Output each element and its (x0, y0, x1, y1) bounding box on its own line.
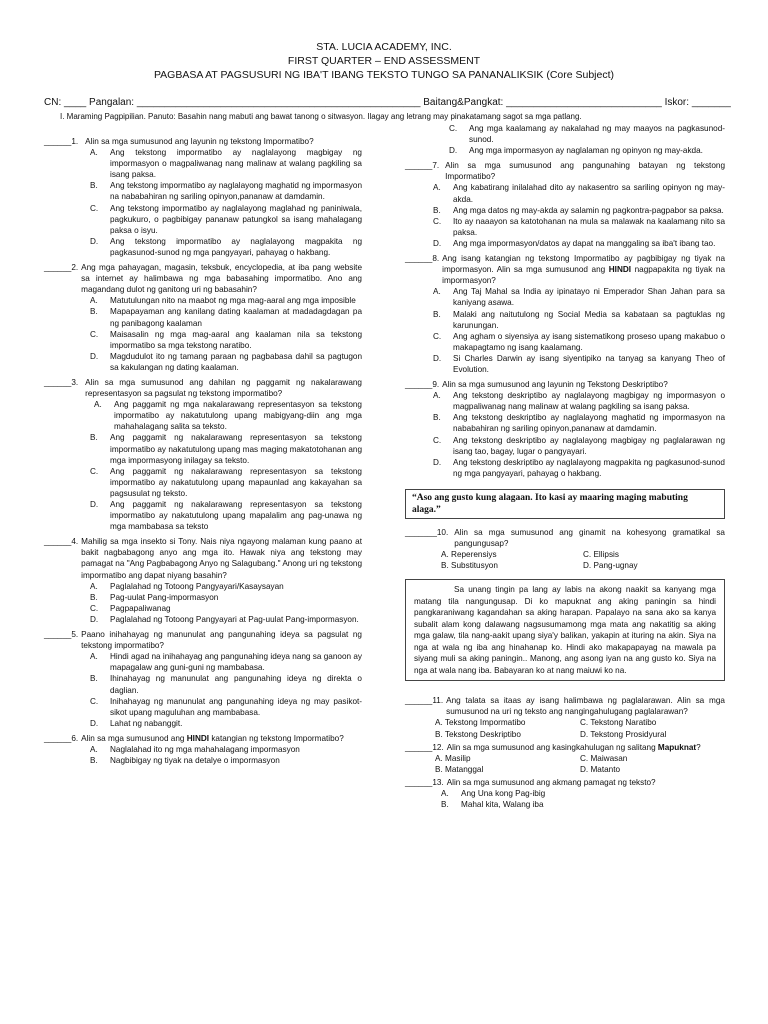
option-a (441, 549, 583, 560)
option-text: Magdudulot ito ng tamang paraan ng pagbabasa dahil sa pagtugon sa kakulangan ng dating kaalaman. (110, 351, 362, 372)
option-b (435, 729, 580, 740)
option-letter: A. (94, 400, 102, 410)
student-info-line: CN: ____ Pangalan: ___________________________________________________ Baitang&Pangkat: ____________________________ Iskor: _______ (44, 97, 731, 108)
option-c (90, 603, 362, 614)
answer-blank[interactable]: ______3. (44, 377, 79, 387)
option-b (90, 673, 362, 695)
option-text: Ang mga impormasyon ay naglalaman ng opinyon ng may-akda. (469, 146, 703, 156)
answer-blank[interactable]: ______5. (44, 630, 79, 640)
option-text: Pang-ugnay (593, 561, 638, 571)
option-a (435, 753, 580, 764)
option-text: Si Charles Darwin ay isang siyentipiko na tanyag sa kanyang Theo of Evolution. (453, 353, 725, 374)
question-text: Alin sa mga sumusunod ang layunin ng tekstong Impormatibo? (85, 137, 314, 146)
emphasis-word: Mapuknat (657, 742, 697, 752)
question-text (444, 742, 725, 753)
option-letter: C. (583, 550, 592, 560)
question-text-end: nagpapakita ng tiyak na impormasyon? (442, 265, 726, 286)
option-text: Hindi agad na inihahayag ang pangunahing ideya nang sa ganoon ay mapagalaw ang guni-guni ng mambabasa. (110, 652, 362, 673)
option-letter: C. (449, 124, 458, 133)
option-c (90, 329, 362, 351)
option-a (435, 717, 580, 728)
option-d (90, 351, 362, 373)
question-text (439, 253, 725, 286)
option-a (433, 390, 725, 412)
option-letter: C. (90, 203, 99, 213)
answer-blank[interactable]: ______7. (405, 161, 440, 171)
question-text-start: Alin sa mga sumusunod ang (81, 733, 187, 743)
option-letter: D. (580, 729, 589, 739)
option-text: Nagbibigay ng tiyak na detalye o impormasyon (110, 756, 280, 766)
option-a (433, 286, 725, 308)
left-column (44, 123, 362, 766)
option-b (433, 309, 725, 331)
question-9 (405, 379, 725, 390)
option-text: Mapapayaman ang kanilang dating kaalaman at madadagdagan pa ng panibagong kaalaman (110, 307, 362, 328)
question-text: Alin sa mga sumusunod ang ginamit na kohesyong gramatikal sa pangungusap? (454, 527, 725, 548)
option-letter: D. (90, 500, 99, 509)
option-letter: B. (433, 309, 441, 319)
option-b (433, 412, 725, 434)
school-name: STA. LUCIA ACADEMY, INC. (316, 41, 452, 53)
option-c (90, 696, 362, 718)
option-d (433, 457, 725, 479)
option-d (580, 764, 725, 775)
option-text: Matutulungan nito na maabot ng mga mag-aaral ang mga imposible (110, 296, 356, 306)
option-letter: A. (433, 287, 441, 297)
option-letter: B. (435, 764, 443, 774)
option-letter: B. (90, 756, 98, 766)
option-text: Ang mga kaalamang ay nakalahad ng may maayos na pagkasunod-sunod. (469, 124, 725, 145)
option-letter: A. (433, 183, 441, 193)
option-text: Tekstong Prosidyural (590, 729, 667, 739)
quote-box: “Aso ang gusto kung alagaan. Ito kasi ay maaring maging mabuting alaga.” (405, 489, 725, 519)
option-d (90, 499, 362, 532)
question-12 (405, 742, 725, 753)
option-text: Ito ay naaayon sa katotohanan na mula sa malawak na kaalamang nito sa paksa. (453, 216, 725, 237)
question-text-start: Alin sa mga sumusunod ang kasingkahulugan ng salitang (446, 742, 658, 752)
option-letter: C. (90, 466, 99, 476)
option-letter: A. (433, 391, 441, 401)
option-b (90, 592, 362, 603)
options-grid (441, 549, 725, 571)
option-text: Maiwasan (590, 753, 628, 763)
option-c (580, 717, 725, 728)
right-column (405, 123, 725, 810)
option-text: Reperensiys (451, 550, 497, 560)
option-c (433, 331, 725, 353)
question-2 (44, 262, 362, 295)
option-text: Inihahayag ng manunulat ang pangunahing ideya ng may pasikot-sikot upang maguluhan ang mambabasa. (110, 696, 362, 717)
option-text: Ang Una kong Pag-ibig (461, 789, 546, 799)
question-10 (405, 527, 725, 549)
option-letter: C. (90, 329, 99, 339)
answer-blank[interactable]: ______2. (44, 263, 79, 273)
option-b (441, 799, 725, 810)
option-a (90, 147, 362, 180)
question-11 (405, 695, 725, 717)
option-text: Ihinahayag ng manunulat ang pangunahing ideya ng direkta o daglian. (110, 674, 362, 695)
answer-blank[interactable]: _______10. (405, 527, 449, 537)
answer-blank[interactable]: ______11. (405, 696, 444, 706)
option-text: Tekstong Naratibo (590, 718, 657, 728)
option-b (90, 180, 362, 202)
question-text: Alin sa mga sumusunod ang pangunahing batayan ng tekstong Impormatibo? (445, 161, 725, 182)
option-letter: D. (90, 236, 99, 246)
option-text: Ang tekstong deskriptibo ay naglalayong maghatid ng impormasyon na nababahiran ng sariling opinyon,pananaw at damdamin. (453, 413, 725, 434)
option-letter: D. (449, 146, 458, 156)
document-header (0, 40, 768, 82)
option-letter: B. (441, 800, 449, 810)
option-letter: A. (435, 718, 443, 728)
question-text-end: ? (696, 742, 701, 752)
option-letter: B. (433, 205, 441, 215)
option-letter: B. (441, 561, 449, 571)
answer-blank[interactable]: ______13. (405, 777, 444, 787)
question-text-end: katangian ng tekstong Impormatibo? (209, 733, 344, 743)
option-letter: D. (583, 561, 592, 571)
option-letter: D. (90, 351, 99, 361)
directions: I. Maraming Pagpipilian. Panuto: Basahin nang mabuti ang bawat tanong o sitwasyon. Ilagay ang letrang may pinakatamang sagot sa mga patlang. (60, 112, 582, 121)
option-d (433, 353, 725, 375)
option-letter: A. (90, 652, 98, 662)
option-text: Ang paggamit ng nakalarawang representasyon sa tekstong impormatibo ay nakatutulong upang mas maging makatotohanan ang mga impormasyong inilagay sa teksto. (110, 433, 362, 465)
option-letter: C. (433, 435, 442, 445)
option-text: Malaki ang naitutulong ng Social Media sa kabataan sa pagtuklas ng karunungan. (453, 309, 725, 330)
option-c (583, 549, 725, 560)
option-letter: D. (433, 238, 442, 248)
question-text: Mahilig sa mga insekto si Tony. Nais niya ngayong malaman kung paano at bakit nagbabagong anyo ang mga ito. Hawak niya ang tekstong may pamagat na "Ang Pagbabagong Anyo ng Salagubang." Anong uri ng tekstong impormatibo ang dapat niyang basahin? (81, 537, 362, 580)
option-b (435, 764, 580, 775)
option-text: Ang paggamit ng nakalarawang representasyon sa tekstong impormatibo ay nakatutulong upang mapaunlad ang kakayahan sa pagsusulat ng teksto. (110, 466, 362, 498)
emphasis-hindi: HINDI (608, 265, 632, 275)
option-letter: B. (433, 413, 441, 423)
option-a (441, 788, 725, 799)
option-text: Ang tekstong impormatibo ay naglalayong maghatid ng impormasyon na nababahiran ng sariling opinyon,pananaw at damdamin. (110, 181, 362, 202)
option-letter: A. (90, 744, 98, 754)
option-text: Pagpapaliwanag (110, 603, 171, 613)
question-7 (405, 160, 725, 182)
option-text: Ang tekstong deskriptibo ay naglalayong magpakita ng pagkasunod-sunod ng mga pangyayari, pahayag o hakbang. (453, 457, 725, 478)
option-text: Ang kabatirang inilalahad dito ay nakasentro sa sariling opinyon ng may-akda. (453, 183, 725, 204)
option-letter: B. (90, 307, 98, 317)
question-text: Alin sa mga sumusunod ang layunin ng Tekstong Deskriptibo? (442, 380, 668, 390)
option-text: Ang mga impormasyon/datos ay dapat na manggaling sa iba't ibang tao. (453, 238, 716, 248)
option-d (90, 718, 362, 729)
option-c (90, 203, 362, 236)
option-text: Naglalahad ito ng mga mahahalagang impormasyon (110, 744, 300, 754)
question-text: Alin sa mga sumusunod ang dahilan ng paggamit ng nakalarawang representasyon sa pagsulat ng tekstong impormatibo? (85, 377, 362, 399)
option-d (449, 145, 725, 156)
option-letter: A. (435, 753, 443, 763)
question-text: Alin sa mga sumusunod ang akmang pamagat ng teksto? (446, 777, 656, 787)
option-c (580, 753, 725, 764)
answer-blank[interactable]: ______9. (405, 380, 440, 390)
option-a (90, 295, 362, 306)
option-text: Ang tekstong deskriptibo ay naglalayong magbigay ng impormasyon o magpaliwanag nang malinaw at walang pagkiling sa isang paksa. (453, 391, 725, 412)
option-letter: D. (433, 353, 442, 363)
question-8 (405, 253, 725, 286)
option-letter: A. (441, 789, 449, 799)
option-letter: A. (441, 550, 449, 560)
options-grid (435, 717, 725, 739)
option-b (433, 205, 725, 216)
option-text: Pag-uulat Pang-impormasyon (110, 592, 219, 602)
answer-blank[interactable]: ______8. (405, 254, 440, 264)
option-letter: C. (90, 603, 99, 613)
option-text: Tekstong Deskriptibo (444, 729, 521, 739)
option-d (583, 560, 725, 571)
option-text: Matanggal (445, 764, 484, 774)
question-text (78, 733, 362, 744)
option-d (90, 614, 362, 625)
option-b (90, 755, 362, 766)
option-text: Ang agham o siyensiya ay isang sistematikong proseso upang makabuo o makapagtamo ng isang kaalamang. (453, 331, 725, 352)
option-text: Maisasalin ng mga mag-aaral ang kaalaman nila sa tekstong impormatibo sa mga tekstong naratibo. (110, 329, 362, 350)
option-text: Matanto (590, 764, 621, 774)
question-13 (405, 777, 725, 788)
option-text: Mahal kita, Walang iba (461, 800, 544, 810)
option-b (441, 560, 583, 571)
question-3 (44, 377, 362, 399)
passage-box: Sa unang tingin pa lang ay labis na akong naakit sa kanyang mga matang tila nangungusap. Di ko mapuknat ang aking paningin sa hindi pangkaraniwang kagandahan sa aking harapan. Papalayo na sana ako sa kanya subalit alam kong dalawang nagsusumamong mga mata ang nakatitig sa aking mga galaw, tila nang-aakit upang siya'y balikan, yakapin at ituring na akin. Siya na nga at wala ng iba ang hinahanap ko. Hindi ako makapapayag na mawala pa siyang muli sa aking paningin.. Manong, ang asong iyan na ang gusto ko. Siya na nga at wala nang iba. Babayaran ko at nang maiuwi ko na. (405, 579, 725, 681)
option-letter: A. (90, 581, 98, 591)
option-letter: B. (90, 433, 98, 443)
option-text: Lahat ng nabanggit. (110, 718, 183, 728)
subject-title: PAGBASA AT PAGSUSURI NG IBA'T IBANG TEKSTO TUNGO SA PANANALIKSIK (Core Subject) (153, 69, 615, 81)
option-text: Ang tekstong impormatibo ay naglalayong magbigay ng impormasyon o magpaliwanag nang malinaw at walang pagkiling sa isang paksa. (110, 148, 362, 180)
option-text: Masilip (445, 753, 471, 763)
option-d (433, 238, 725, 249)
option-a (90, 651, 362, 673)
question-1 (44, 136, 362, 147)
quarter-title: FIRST QUARTER – END ASSESSMENT (287, 55, 481, 67)
option-a (94, 399, 362, 432)
answer-blank[interactable]: ______6. (44, 733, 79, 743)
question-text-start: Ang isang katangian ng tekstong Impormatibo ay pagbibigay ng tiyak na impormasyon. Alin sa mga sumusunod ang (442, 254, 725, 275)
option-b (90, 306, 362, 328)
option-letter: A. (90, 296, 98, 306)
option-letter: B. (435, 729, 443, 739)
option-text: Ang mga datos ng may-akda ay salamin ng pagkontra-pagpabor sa paksa. (453, 205, 724, 215)
question-text: Ang mga pahayagan, magasin, teksbuk, encyclopedia, at iba pang website sa internet ay halimbawa ng mga babasahing impormatibo. Ano ang magandang dulot ng ganitong uri ng babasahin? (81, 263, 362, 295)
option-d (580, 729, 725, 740)
option-letter: B. (90, 674, 98, 684)
option-letter: D. (433, 457, 442, 467)
option-c (433, 435, 725, 457)
option-a (433, 182, 725, 204)
question-5 (44, 629, 362, 651)
option-text: Ang tekstong deskriptibo ay naglalayong magbigay ng paglalarawan ng isang tao, bagay, lugar o pangyayari. (453, 435, 725, 456)
option-letter: C. (433, 331, 442, 341)
option-letter: D. (90, 718, 99, 728)
option-text: Paglalahad ng Totoong Pangyayari at Pag-uulat Pang-impormasyon. (110, 614, 359, 624)
answer-blank[interactable]: ______1. (44, 137, 79, 146)
option-a (90, 744, 362, 755)
option-a (90, 581, 362, 592)
option-text: Ang paggamit ng mga nakalarawang representasyon sa tekstong impormatibo ay nakatutulong upang mabigyang-diin ang mga mahahalagang salita sa teksto. (114, 400, 362, 432)
option-letter: D. (580, 764, 589, 774)
option-letter: C. (433, 216, 442, 226)
answer-blank[interactable]: ______4. (44, 537, 79, 547)
option-text: Ang Taj Mahal sa India ay ipinatayo ni Emperador Shan Jahan para sa kaniyang asawa. (453, 287, 725, 308)
option-text: Ellipsis (593, 550, 619, 560)
question-6 (44, 733, 362, 744)
question-4 (44, 536, 362, 580)
option-text: Ang paggamit ng nakalarawang representasyon sa tekstong impormatibo ay nakatutulong upang mapalalim ang pag-unawa ng mga mambabasa sa teksto (110, 500, 362, 532)
option-c (433, 216, 725, 238)
option-text: Tekstong Impormatibo (444, 718, 526, 728)
emphasis-hindi: HINDI (186, 733, 210, 743)
option-letter: B. (90, 592, 98, 602)
options-grid (435, 753, 725, 775)
option-text: Ang tekstong impormatibo ay naglalayong maglahad ng paniniwala, pagkukuro, o pagbibigay pananaw patungkol sa isang mahalagang paksa o isyu. (110, 203, 362, 235)
option-letter: B. (90, 181, 98, 191)
option-b (90, 432, 362, 465)
option-letter: D. (90, 614, 99, 624)
option-letter: C. (580, 718, 589, 728)
option-d (90, 236, 362, 258)
answer-blank[interactable]: ______12. (405, 742, 444, 752)
option-letter: C. (580, 753, 589, 763)
option-c (90, 466, 362, 499)
question-text: Paano inihahayag ng manunulat ang pangunahing ideya sa pagsulat ng tekstong impormatibo? (81, 630, 362, 651)
option-text: Paglalahad ng Totoong Pangyayari/Kasaysayan (110, 581, 284, 591)
option-letter: C. (90, 696, 99, 706)
option-text: Substitusyon (451, 561, 498, 571)
option-text: Ang tekstong impormatibo ay naglalayong magpakita ng pagkasunod-sunod ng mga pangyayari, pahayag o hakbang. (110, 236, 362, 257)
question-text: Ang talata sa itaas ay isang halimbawa ng paglalarawan. Alin sa mga sumusunod na uri ng teksto ang nangingahulugang paglalarawan? (446, 696, 725, 717)
option-letter: A. (90, 148, 98, 158)
option-c (449, 123, 725, 145)
